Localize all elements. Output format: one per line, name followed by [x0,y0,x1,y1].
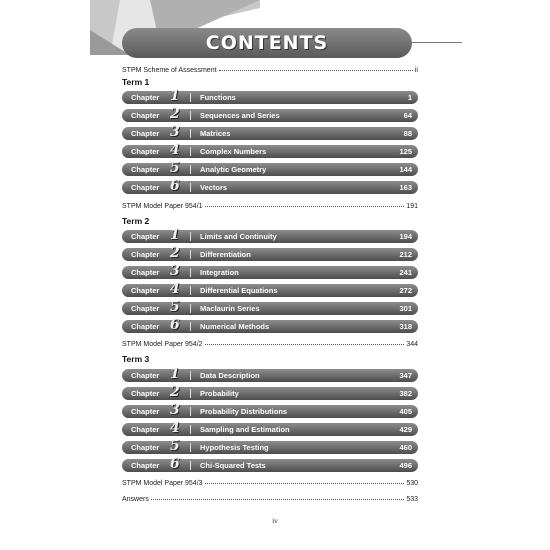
chapter-divider [190,461,191,470]
chapter-row[interactable] [122,281,418,297]
chapter-page: 212 [399,250,412,259]
leader-dots [219,70,413,71]
chapter-divider [190,425,191,434]
chapter-row[interactable] [122,106,418,122]
chapter-number: 4 [170,420,180,436]
chapter-page: 163 [399,183,412,192]
chapter-number: 6 [170,456,180,472]
chapter-title: Integration [200,268,239,277]
chapter-page: 194 [399,232,412,241]
page-number: iv [272,516,278,525]
chapter-divider [190,268,191,277]
chapter-row[interactable] [122,124,418,140]
leader-dots [205,344,405,345]
chapter-label: Chapter [131,407,160,416]
chapter-divider [190,165,191,174]
chapter-title: Vectors [200,183,228,192]
chapter-page: 405 [399,407,412,416]
chapter-page: 272 [399,286,412,295]
chapter-number: 3 [170,124,180,140]
chapter-label: Chapter [131,268,160,277]
chapter-title: Differential Equations [200,286,278,295]
chapter-page: 88 [403,129,412,138]
chapter-title: Sampling and Estimation [200,425,290,434]
chapter-row[interactable] [122,384,418,400]
chapter-row[interactable] [122,160,418,176]
chapter-row[interactable] [122,245,418,261]
title-rule [412,42,462,43]
chapter-label: Chapter [131,93,160,102]
paper-label: STPM Model Paper 954/2 [122,341,203,348]
chapter-title: Probability Distributions [200,407,288,416]
chapter-row[interactable] [122,317,418,333]
chapter-divider [190,129,191,138]
chapter-divider [190,389,191,398]
paper-page: 530 [406,480,418,487]
chapter-page: 382 [399,389,412,398]
chapter-label: Chapter [131,250,160,259]
chapter-title: Numerical Methods [200,322,270,331]
chapter-divider [190,371,191,380]
chapter-row[interactable] [122,420,418,436]
chapter-row[interactable] [122,366,418,382]
chapter-number: 5 [170,160,180,176]
answers-entry[interactable] [122,491,418,503]
chapter-row[interactable] [122,142,418,158]
chapter-divider [190,304,191,313]
chapter-page: 460 [399,443,412,452]
chapter-divider [190,443,191,452]
chapter-number: 5 [170,299,180,315]
chapter-label: Chapter [131,129,160,138]
chapter-page: 318 [399,322,412,331]
chapter-page: 125 [399,147,412,156]
chapter-page: 496 [399,461,412,470]
chapter-title: Analytic Geometry [200,165,267,174]
chapter-number: 1 [170,366,180,382]
chapter-number: 2 [170,245,180,261]
chapter-number: 5 [170,438,180,454]
chapter-page: 241 [399,268,412,277]
chapter-title: Complex Numbers [200,147,267,156]
chapter-number: 3 [170,402,180,418]
chapter-title: Data Description [200,371,260,380]
paper-entry[interactable] [122,198,418,210]
term-heading: Term 3 [122,354,150,364]
chapter-title: Matrices [200,129,231,138]
chapter-label: Chapter [131,232,160,241]
chapter-divider [190,183,191,192]
chapter-label: Chapter [131,147,160,156]
chapter-row[interactable] [122,438,418,454]
chapter-page: 64 [403,111,412,120]
leader-dots [205,483,405,484]
chapter-title: Chi-Squared Tests [200,461,266,470]
chapter-number: 3 [170,263,180,279]
chapter-divider [190,250,191,259]
chapter-title: Hypothesis Testing [200,443,269,452]
chapter-row[interactable] [122,402,418,418]
chapter-page: 429 [399,425,412,434]
chapter-label: Chapter [131,286,160,295]
paper-page: 344 [406,341,418,348]
chapter-row[interactable] [122,263,418,279]
chapter-number: 4 [170,281,180,297]
paper-label: STPM Model Paper 954/3 [122,480,203,487]
chapter-divider [190,232,191,241]
answers-label: Answers [122,496,149,503]
chapter-label: Chapter [131,111,160,120]
chapter-label: Chapter [131,425,160,434]
chapter-number: 1 [170,227,180,243]
chapter-number: 6 [170,317,180,333]
chapter-number: 1 [170,88,180,104]
chapter-divider [190,93,191,102]
chapter-label: Chapter [131,371,160,380]
chapter-title: Probability [200,389,239,398]
chapter-number: 4 [170,142,180,158]
paper-entry[interactable] [122,475,418,487]
chapter-label: Chapter [131,461,160,470]
chapter-label: Chapter [131,443,160,452]
chapter-row[interactable] [122,456,418,472]
chapter-divider [190,286,191,295]
chapter-label: Chapter [131,389,160,398]
chapter-number: 2 [170,106,180,122]
chapter-row[interactable] [122,178,418,194]
chapter-title: Differentiation [200,250,251,259]
chapter-number: 2 [170,384,180,400]
chapter-title: Functions [200,93,236,102]
chapter-page: 301 [399,304,412,313]
chapter-label: Chapter [131,322,160,331]
leader-dots [151,499,404,500]
chapter-label: Chapter [131,183,160,192]
term-heading: Term 1 [122,77,150,87]
chapter-row[interactable] [122,88,418,104]
leader-dots [205,206,405,207]
chapter-title: Sequences and Series [200,111,280,120]
front-entry-page: ii [414,67,418,74]
chapter-title: Limits and Continuity [200,232,277,241]
chapter-row[interactable] [122,299,418,315]
chapter-label: Chapter [131,165,160,174]
paper-page: 191 [406,203,418,210]
paper-entry[interactable] [122,336,418,348]
chapter-divider [190,407,191,416]
front-entry-label: STPM Scheme of Assessment [122,67,217,74]
chapter-divider [190,147,191,156]
chapter-title: Maclaurin Series [200,304,260,313]
page-title: CONTENTS [205,32,329,54]
front-entry[interactable] [122,62,418,74]
chapter-page: 144 [399,165,412,174]
chapter-divider [190,322,191,331]
chapter-row[interactable] [122,227,418,243]
chapter-number: 6 [170,178,180,194]
chapter-divider [190,111,191,120]
chapter-page: 1 [407,93,412,102]
chapter-label: Chapter [131,304,160,313]
chapter-page: 347 [399,371,412,380]
answers-page: 533 [406,496,418,503]
term-heading: Term 2 [122,216,150,226]
paper-label: STPM Model Paper 954/1 [122,203,203,210]
